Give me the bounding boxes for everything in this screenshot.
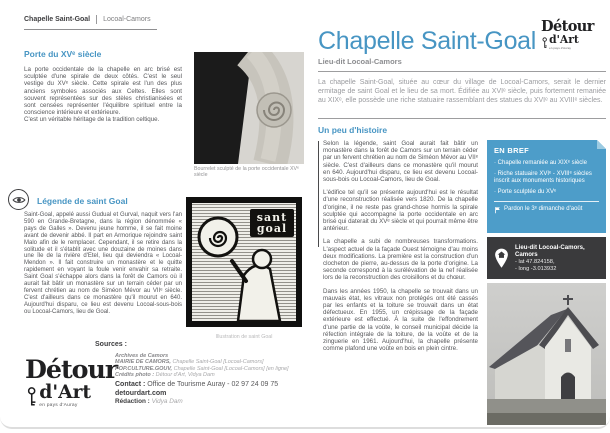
porte-body-text-2: C'est un véritable héritage de la tradition celtique. (24, 116, 160, 124)
contact-line (115, 380, 310, 398)
header-divider (96, 15, 97, 24)
section-heading-porte: Porte du XVᵉ siècle (24, 49, 102, 59)
history-paragraph: Dans les années 1950, la chapelle se trouvait dans un mauvais état, les vitraux non protégés ont été cassés par les enfants et la toiture se trouvait dans un état défectueux. En 1955, un crépissage de la façade extérieure est effectué. À la suite de l'effondrement d'une partie de la voûte, le conseil municipal décide la réfection intégrale de la toiture, de la voûte et de la zinguerie en 1961. Aujourd'hui, la chapelle présente comme plafond une voûte en bois en plein cintre. (323, 287, 478, 353)
logo-word-detour: Détour (25, 354, 118, 384)
redaction-label: Rédaction : (115, 397, 150, 405)
pardon-row (494, 206, 599, 214)
sources-heading: Sources : (95, 341, 127, 348)
logo-tagline: en pays d'Auray (39, 402, 78, 408)
history-quote-paragraph: L'édifice tel qu'il se présente aujourd'hui est le résultat d'une reconstruction réalisée vers 1820. De la chapelle d'origine, il ne reste pas grand-chose hormis la spirale sculptée qui accompagne la porte occidentale en arc brisé qui daterait du XVᵉ siècle et qui pourrait même être antérieur. (323, 189, 479, 233)
pardon-icon (494, 206, 501, 214)
redaction-line (115, 398, 310, 406)
quote-bar (318, 141, 319, 247)
source-label: Crédits photo : (115, 372, 155, 379)
en-bref-box (487, 140, 606, 233)
en-bref-heading: EN BREF (494, 146, 530, 155)
history-paragraph: La chapelle a subi de nombreuses transformations. L'aspect actuel de la façade Ouest témoigne d'au moins deux modifications. La première est la construction d'un clocheton de pierre, au-dessus de la porte d'origine. La seconde correspond à la surélévation de la nef réalisée lors de la reconstruction des croisillons et du chœur. (323, 238, 478, 282)
location-pin-icon (493, 247, 510, 270)
redaction-text: Vidya Dam (149, 397, 183, 405)
history-heading: Un peu d'histoire (318, 125, 388, 135)
detour-dart-logo (25, 354, 118, 412)
spiral-sculpture-photo (194, 52, 304, 164)
divider-intro (318, 118, 606, 119)
source-line-credits (115, 372, 310, 378)
source-text: Détour d'Art, Vidya Dam (154, 372, 215, 379)
figure-saint-goal-illustration (186, 197, 302, 340)
art-text-goal: goal (256, 222, 288, 235)
source-line-archives: Archives de Camors (115, 353, 169, 359)
eye-icon (8, 189, 29, 210)
pardon-text: Pardon le 3ᵉ dimanche d'août (504, 206, 583, 212)
logo-word-dart: d'Art (39, 381, 92, 404)
source-label: MAIRIE DE CAMORS, (115, 359, 171, 366)
header-title: Chapelle Saint-Goal (24, 16, 91, 23)
divider-top (318, 71, 606, 72)
header-location: Locoal-Camors (103, 16, 151, 23)
location-lat: - lat 47.824158, (515, 258, 555, 265)
intro-paragraph: La chapelle Saint-Goal, située au cœur du village de Locoal-Camors, serait le dernier ermitage de saint Goal et le lieu de sa mort. Édifiée au XVIᵉ siècle, puis fortement remaniée au XIXᵉ, elle possède une riche statuaire rassemblant des statues du XVIᵉ au XVIIIᵉ siècles. (318, 79, 606, 104)
figure-illustration-caption: Illustration de saint Goal (215, 334, 273, 340)
page-header (24, 15, 157, 30)
location-name: Lieu-dit Locoal-Camors, Camors (515, 243, 585, 258)
contact-label: Contact : (115, 380, 146, 388)
source-label: POP.CULTURE.GOUV, (115, 365, 173, 372)
history-quote-paragraph: Selon la légende, saint Goal aurait fait bâtir un monastère dans la forêt de Camors sur un terrain céder par un fervent chrétien au nom de Siméon Mévor au VIIᵉ siècle. C'est d'ailleurs dans ce monastère qu'il mourut en 640. Aujourd'hui disparu, ce lieu est devenu Locoal-sous-bois ou Locoal-Camors, lieu de Goal. (323, 140, 478, 184)
source-text: Chapelle Saint-Goal [Locoal-Camors] (170, 359, 264, 366)
detour-dart-logo-small (541, 20, 594, 51)
logo-tagline: en pays d'Auray (549, 45, 572, 50)
contact-text: Office de Tourisme Auray - 02 97 24 09 75 (145, 380, 279, 388)
legende-body-text: Saint-Goal, appelé aussi Gudual et Gurval, naquit vers l'an 590 en Grande-Bretagne, dans la région dénommée « pays de Galles ». Devenu jeune homme, il se fait moine avant de devenir abbé. Il part en Armorique rejoindre saint Malo afin de le remplacer. Cependant, il se retire dans la solitude et il s'établit avec une douzaine de moines dans une île de la rivière d'Etel, lieu qui deviendra « Locoal-Mendon ». Il fait construire un monastère et le quitte rapidement en voyant la foule venir envahir sa retraite. Saint Goal s'échappe alors dans la forêt de Camors où il aurait fait bâtir un monastère sur un terrain céder par un fervent chrétien au nom de Siméon Mévor au VIIᵉ siècle. C'est d'ailleurs dans ce monastère qu'il mourut en 640. Aujourd'hui disparu, ce lieu est devenu Locoal-sous-bois ou Locoal-Camors, lieu de Goal. (24, 212, 182, 315)
sources-block (115, 353, 310, 406)
page-subtitle: Lieu-dit Locoal-Camors (318, 57, 402, 66)
en-bref-item: · Porte sculptée du XVᵉ (494, 189, 557, 195)
section-heading-legende: Légende de saint Goal (37, 196, 128, 206)
logo-word-dart: d'Art (549, 33, 579, 47)
website-link[interactable]: detourdart.com (115, 389, 167, 397)
en-bref-item: · Riche statuaire XVIᵉ - XVIIIᵉ siècles inscrit aux monuments historiques (494, 171, 592, 184)
art-text-sant: sant (256, 211, 288, 224)
figure-spiral-caption: Bourrelet sculpté de la porte occidentale XVᵉ siècle (194, 166, 300, 179)
porte-body-text: La porte occidentale de la chapelle en arc brisé est sculptée d'une spirale de deux côtés. C'est le seul vestige du XVᵉ siècle. Cette spirale est l'un des plus anciens symboles associés aux Celtes. Elles sont souvent représentées sur des stèles christianisées et sont censées représenter l'équilibre spirituel entre la conscience intérieure et extérieure. (24, 66, 182, 117)
key-icon (542, 35, 547, 51)
porte-paragraph (24, 66, 182, 124)
saint-goal-woodcut (186, 197, 302, 327)
page-title: Chapelle Saint-Goal (318, 27, 537, 55)
legende-paragraph (24, 212, 182, 316)
figure-spiral-photo (194, 52, 304, 178)
en-bref-separator (494, 201, 599, 202)
key-icon (27, 383, 36, 412)
location-box (487, 237, 606, 279)
logo-word-detour: Détour (541, 18, 594, 35)
location-long: - long -3.013932 (515, 265, 557, 272)
source-text: Chapelle Saint-Goal [Locoal-Camors] [en ligne] (172, 365, 289, 372)
chapel-photo (487, 283, 606, 425)
history-column (323, 140, 478, 358)
en-bref-item: · Chapelle remaniée au XIXᵉ siècle (494, 160, 587, 166)
